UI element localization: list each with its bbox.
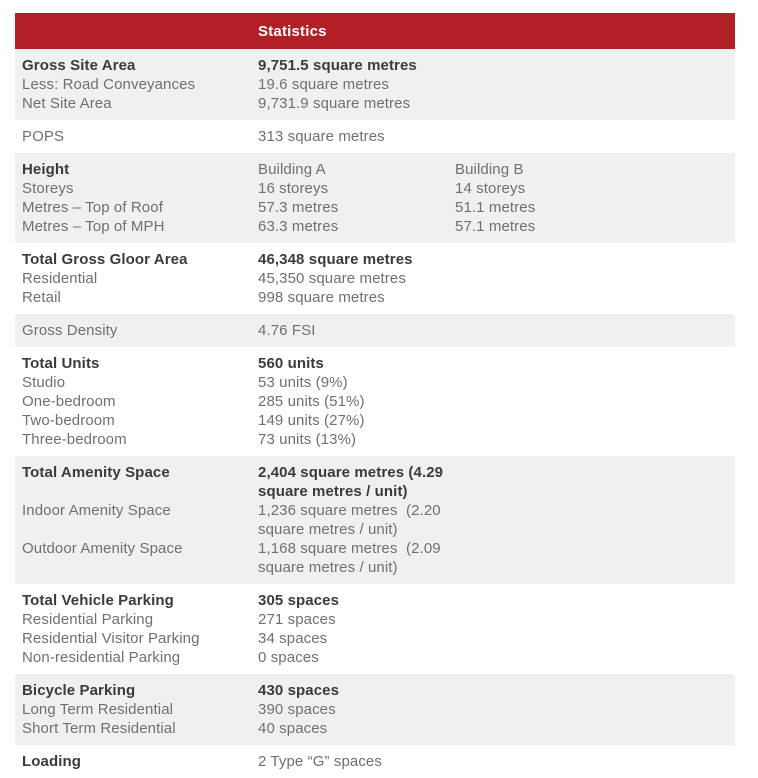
stat-label: Two-bedroom: [22, 412, 115, 429]
stat-value-building-b: Building B: [455, 161, 524, 178]
stat-row: [15, 629, 735, 648]
stat-row: [15, 591, 735, 610]
stat-label: Indoor Amenity Space: [22, 502, 171, 519]
stat-value: 430 spaces: [258, 682, 340, 699]
stat-row: [15, 430, 735, 449]
stat-label: POPS: [22, 128, 65, 145]
stat-row: [15, 127, 735, 146]
stat-value-building-b: 51.1 metres: [455, 199, 536, 216]
stat-value: 271 spaces: [258, 611, 336, 628]
stat-row: [15, 94, 735, 113]
group-gross-site-area: [15, 49, 735, 120]
stat-row: [15, 75, 735, 94]
stat-row: [15, 463, 735, 501]
stat-value: 45,350 square metres: [258, 270, 406, 287]
group-height: [15, 153, 735, 243]
stat-row: [15, 411, 735, 430]
stat-label: Residential Visitor Parking: [22, 630, 200, 647]
stat-label: Gross Density: [22, 322, 118, 339]
stat-label: Bicycle Parking: [22, 682, 136, 699]
stat-row: [15, 198, 735, 217]
stat-value: 9,751.5 square metres: [258, 57, 417, 74]
stat-label: Retail: [22, 289, 61, 306]
group-pops: [15, 120, 735, 153]
stat-row: [15, 539, 735, 577]
group-amenity-space: [15, 456, 735, 584]
stat-row: [15, 160, 735, 179]
statistics-page: [0, 13, 758, 770]
stat-row: [15, 719, 735, 738]
stat-value-building-b: 14 storeys: [455, 180, 526, 197]
group-total-units: [15, 347, 735, 456]
stat-label: Total Units: [22, 355, 100, 372]
stat-value: 9,731.9 square metres: [258, 95, 411, 112]
stat-row: [15, 217, 735, 236]
stat-value: 2 Type “G” spaces: [258, 753, 382, 770]
stat-value-building-a: 16 storeys: [258, 180, 329, 197]
stat-value-building-a: 63.3 metres: [258, 218, 339, 235]
stat-row: [15, 321, 735, 340]
stat-row: [15, 700, 735, 719]
stat-label: Net Site Area: [22, 95, 112, 112]
stat-row: [15, 354, 735, 373]
stat-value: 560 units: [258, 355, 324, 372]
stat-label: Residential Parking: [22, 611, 154, 628]
stat-label: Loading: [22, 753, 82, 770]
stat-label: Three-bedroom: [22, 431, 127, 448]
stat-row: [15, 752, 735, 771]
stat-row: [15, 373, 735, 392]
stat-value: 46,348 square metres: [258, 251, 413, 268]
stat-value: 19.6 square metres: [258, 76, 390, 93]
stat-value-building-a: 57.3 metres: [258, 199, 339, 216]
stat-label: Non-residential Parking: [22, 649, 181, 666]
stat-value: 1,236 square metres (2.20 square metres / unit): [258, 502, 445, 538]
stat-value: 0 spaces: [258, 649, 319, 666]
stat-value: 34 spaces: [258, 630, 328, 647]
stat-label: Storeys: [22, 180, 74, 197]
stat-value: 2,404 square metres (4.29 square metres / unit): [258, 464, 448, 500]
stat-value: 390 spaces: [258, 701, 336, 718]
stat-value: 149 units (27%): [258, 412, 365, 429]
table-header-title: Statistics: [258, 22, 327, 40]
stat-label: Total Amenity Space: [22, 464, 170, 481]
group-gross-floor-area: [15, 243, 735, 314]
stat-label: Residential: [22, 270, 98, 287]
stat-row: [15, 288, 735, 307]
stat-label: One-bedroom: [22, 393, 116, 410]
stat-label: Total Vehicle Parking: [22, 592, 174, 609]
stat-value: 4.76 FSI: [258, 322, 316, 339]
stat-label: Outdoor Amenity Space: [22, 540, 183, 557]
stat-row: [15, 501, 735, 539]
stat-label: Gross Site Area: [22, 57, 136, 74]
stat-row: [15, 681, 735, 700]
stat-label: Studio: [22, 374, 66, 391]
stat-row: [15, 56, 735, 75]
stat-row: [15, 648, 735, 667]
group-gross-density: [15, 314, 735, 347]
stat-label: Height: [22, 161, 70, 178]
stat-value: 53 units (9%): [258, 374, 348, 391]
stat-row: [15, 269, 735, 288]
group-vehicle-parking: [15, 584, 735, 674]
stat-row: [15, 179, 735, 198]
group-loading: [15, 745, 735, 778]
stat-value: 40 spaces: [258, 720, 328, 737]
stat-value-building-b: 57.1 metres: [455, 218, 536, 235]
stat-label: Less: Road Conveyances: [22, 76, 196, 93]
stat-row: [15, 250, 735, 269]
stat-value: 998 square metres: [258, 289, 385, 306]
stat-label: Metres – Top of MPH: [22, 218, 165, 235]
stat-label: Short Term Residential: [22, 720, 176, 737]
stat-value: 313 square metres: [258, 128, 385, 145]
stat-value: 1,168 square metres (2.09 square metres / unit): [258, 540, 445, 576]
stat-label: Long Term Residential: [22, 701, 174, 718]
stat-label: Total Gross Gloor Area: [22, 251, 188, 268]
stat-value-building-a: Building A: [258, 161, 326, 178]
stat-value: 285 units (51%): [258, 393, 365, 410]
stat-row: [15, 610, 735, 629]
table-header: [15, 13, 735, 49]
stat-value: 305 spaces: [258, 592, 340, 609]
statistics-table: [15, 13, 735, 778]
group-bicycle-parking: [15, 674, 735, 745]
stat-row: [15, 392, 735, 411]
stat-label: Metres – Top of Roof: [22, 199, 163, 216]
stat-value: 73 units (13%): [258, 431, 357, 448]
